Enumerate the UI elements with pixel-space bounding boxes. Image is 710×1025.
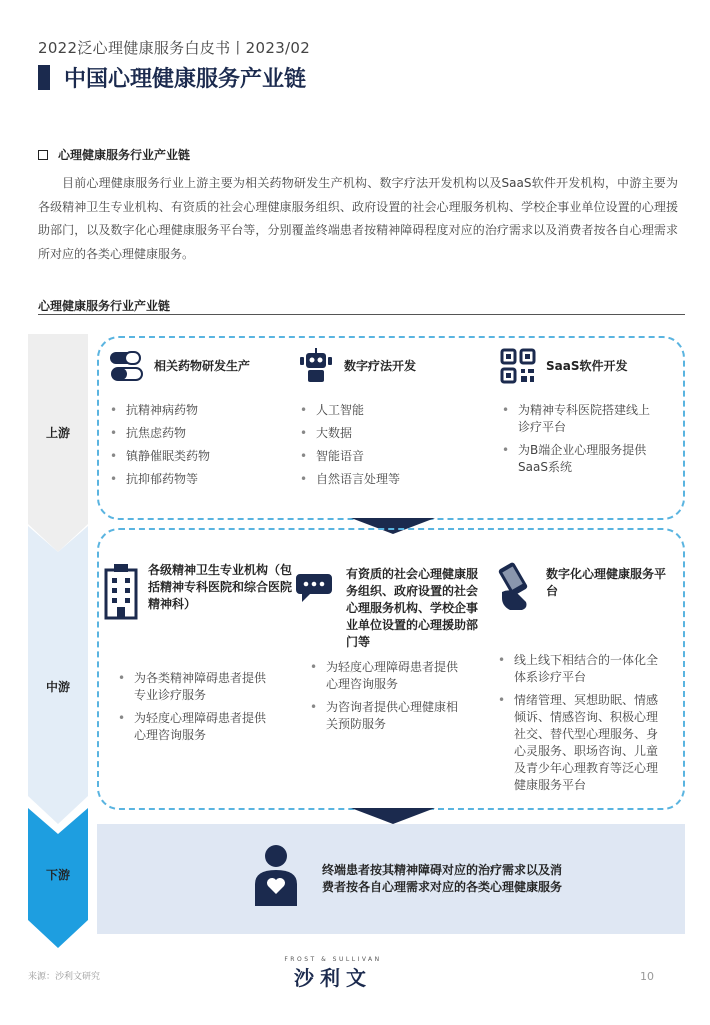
source-note: 来源：沙利文研究 [28, 972, 101, 982]
logo-wordmark: 沙利文 [294, 966, 372, 990]
robot-icon [298, 348, 334, 388]
stage-label-upstream: 上游 [45, 426, 70, 440]
intro-paragraph: 目前心理健康服务行业上游主要为相关药物研发生产机构、数字疗法开发机构以及SaaS软件开发机构，中游主要为各级精神卫生专业机构、有资质的社会心理健康服务组织、政府设置的社会心理服务机构、学校企事业单位设置的心理援助部门，以及数字化心理健康服务平台等，分别覆盖终端患者按精神障碍程度对应的治疗需求以及消费者按各自心理需求所对应的各类心理健康服务。 [38, 176, 678, 261]
list-item: • 智能语音 [298, 448, 488, 465]
upstream-drugs-title: 相关药物研发生产 [154, 359, 251, 373]
upstream-col-saas [500, 348, 678, 482]
section-heading-text: 心理健康服务行业产业链 [58, 148, 191, 162]
chat-bubble-icon [296, 572, 336, 610]
midstream-col-social-services [296, 566, 496, 739]
list-item: • 自然语言处理等 [298, 471, 488, 488]
list-item: • 大数据 [298, 425, 488, 442]
list-item: • 抗抑郁药物等 [108, 471, 298, 488]
stage-label-downstream: 下游 [45, 868, 70, 882]
midstream-col-digital-platform [496, 562, 680, 800]
upstream-chevron-shape [28, 334, 88, 554]
list-item: • 为B端企业心理服务提供SaaS系统 [500, 442, 650, 476]
midstream-chevron-shape [28, 526, 88, 826]
list-item: • 为轻度心理障碍患者提供心理咨询服务 [308, 659, 458, 693]
page-title: 中国心理健康服务产业链 [64, 67, 307, 92]
list-item: • 为精神专科医院搭建线上诊疗平台 [500, 402, 650, 436]
section-heading [38, 146, 190, 163]
person-heart-icon [253, 844, 299, 910]
checkbox-bullet-icon [38, 150, 48, 160]
downstream-description: 终端患者按其精神障碍对应的治疗需求以及消费者按各自心理需求对应的各类心理健康服务 [322, 863, 563, 894]
midstream-to-downstream-arrow [351, 808, 435, 824]
midstream-col-psychiatric [104, 562, 304, 750]
list-item: • 抗精神病药物 [108, 402, 298, 419]
list-item: • 抗焦虑药物 [108, 425, 298, 442]
stage-midstream [28, 526, 88, 826]
hospital-icon [104, 562, 138, 624]
upstream-col-digital-therapy [298, 348, 488, 494]
upstream-digital-therapy-title: 数字疗法开发 [344, 359, 417, 373]
upstream-saas-title: SaaS软件开发 [546, 359, 628, 373]
list-item: • 人工智能 [298, 402, 488, 419]
title-accent-bar [38, 65, 50, 90]
list-item: • 为轻度心理障碍患者提供心理咨询服务 [116, 710, 266, 744]
page-number: 10 [640, 970, 654, 983]
list-item: • 镇静催眠类药物 [108, 448, 298, 465]
list-item: • 情绪管理、冥想助眠、情感倾诉、情感咨询、积极心理社交、替代型心理服务、身心灵服务、职场咨询、儿童及青少年心理教育等泛心理健康服务平台 [496, 692, 666, 794]
qr-code-icon [500, 348, 536, 388]
upstream-col-drugs [108, 348, 298, 494]
midstream-psychiatric-title: 各级精神卫生专业机构（包括精神专科医院和综合医院精神科） [148, 563, 293, 611]
midstream-social-services-title: 有资质的社会心理健康服务组织、政府设置的社会心理服务机构、学校企事业单位设置的心理援助部门等 [346, 567, 479, 649]
stage-label-midstream: 中游 [45, 680, 70, 694]
midstream-digital-platform-title: 数字化心理健康服务平台 [546, 567, 667, 598]
document-header: 2022泛心理健康服务白皮书丨2023/02 [38, 39, 311, 57]
pill-icon [108, 348, 144, 388]
page-title-block [38, 62, 306, 93]
stage-downstream [28, 808, 88, 948]
stage-upstream [28, 334, 88, 554]
figure-divider [38, 314, 685, 315]
mobile-phone-icon [496, 562, 536, 616]
list-item: • 为咨询者提供心理健康相关预防服务 [308, 699, 458, 733]
figure-title: 心理健康服务行业产业链 [38, 299, 171, 313]
list-item: • 线上线下相结合的一体化全体系诊疗平台 [496, 652, 666, 686]
list-item: • 为各类精神障碍患者提供专业诊疗服务 [116, 670, 266, 704]
logo-tagline: FROST & SULLIVAN [284, 956, 382, 963]
